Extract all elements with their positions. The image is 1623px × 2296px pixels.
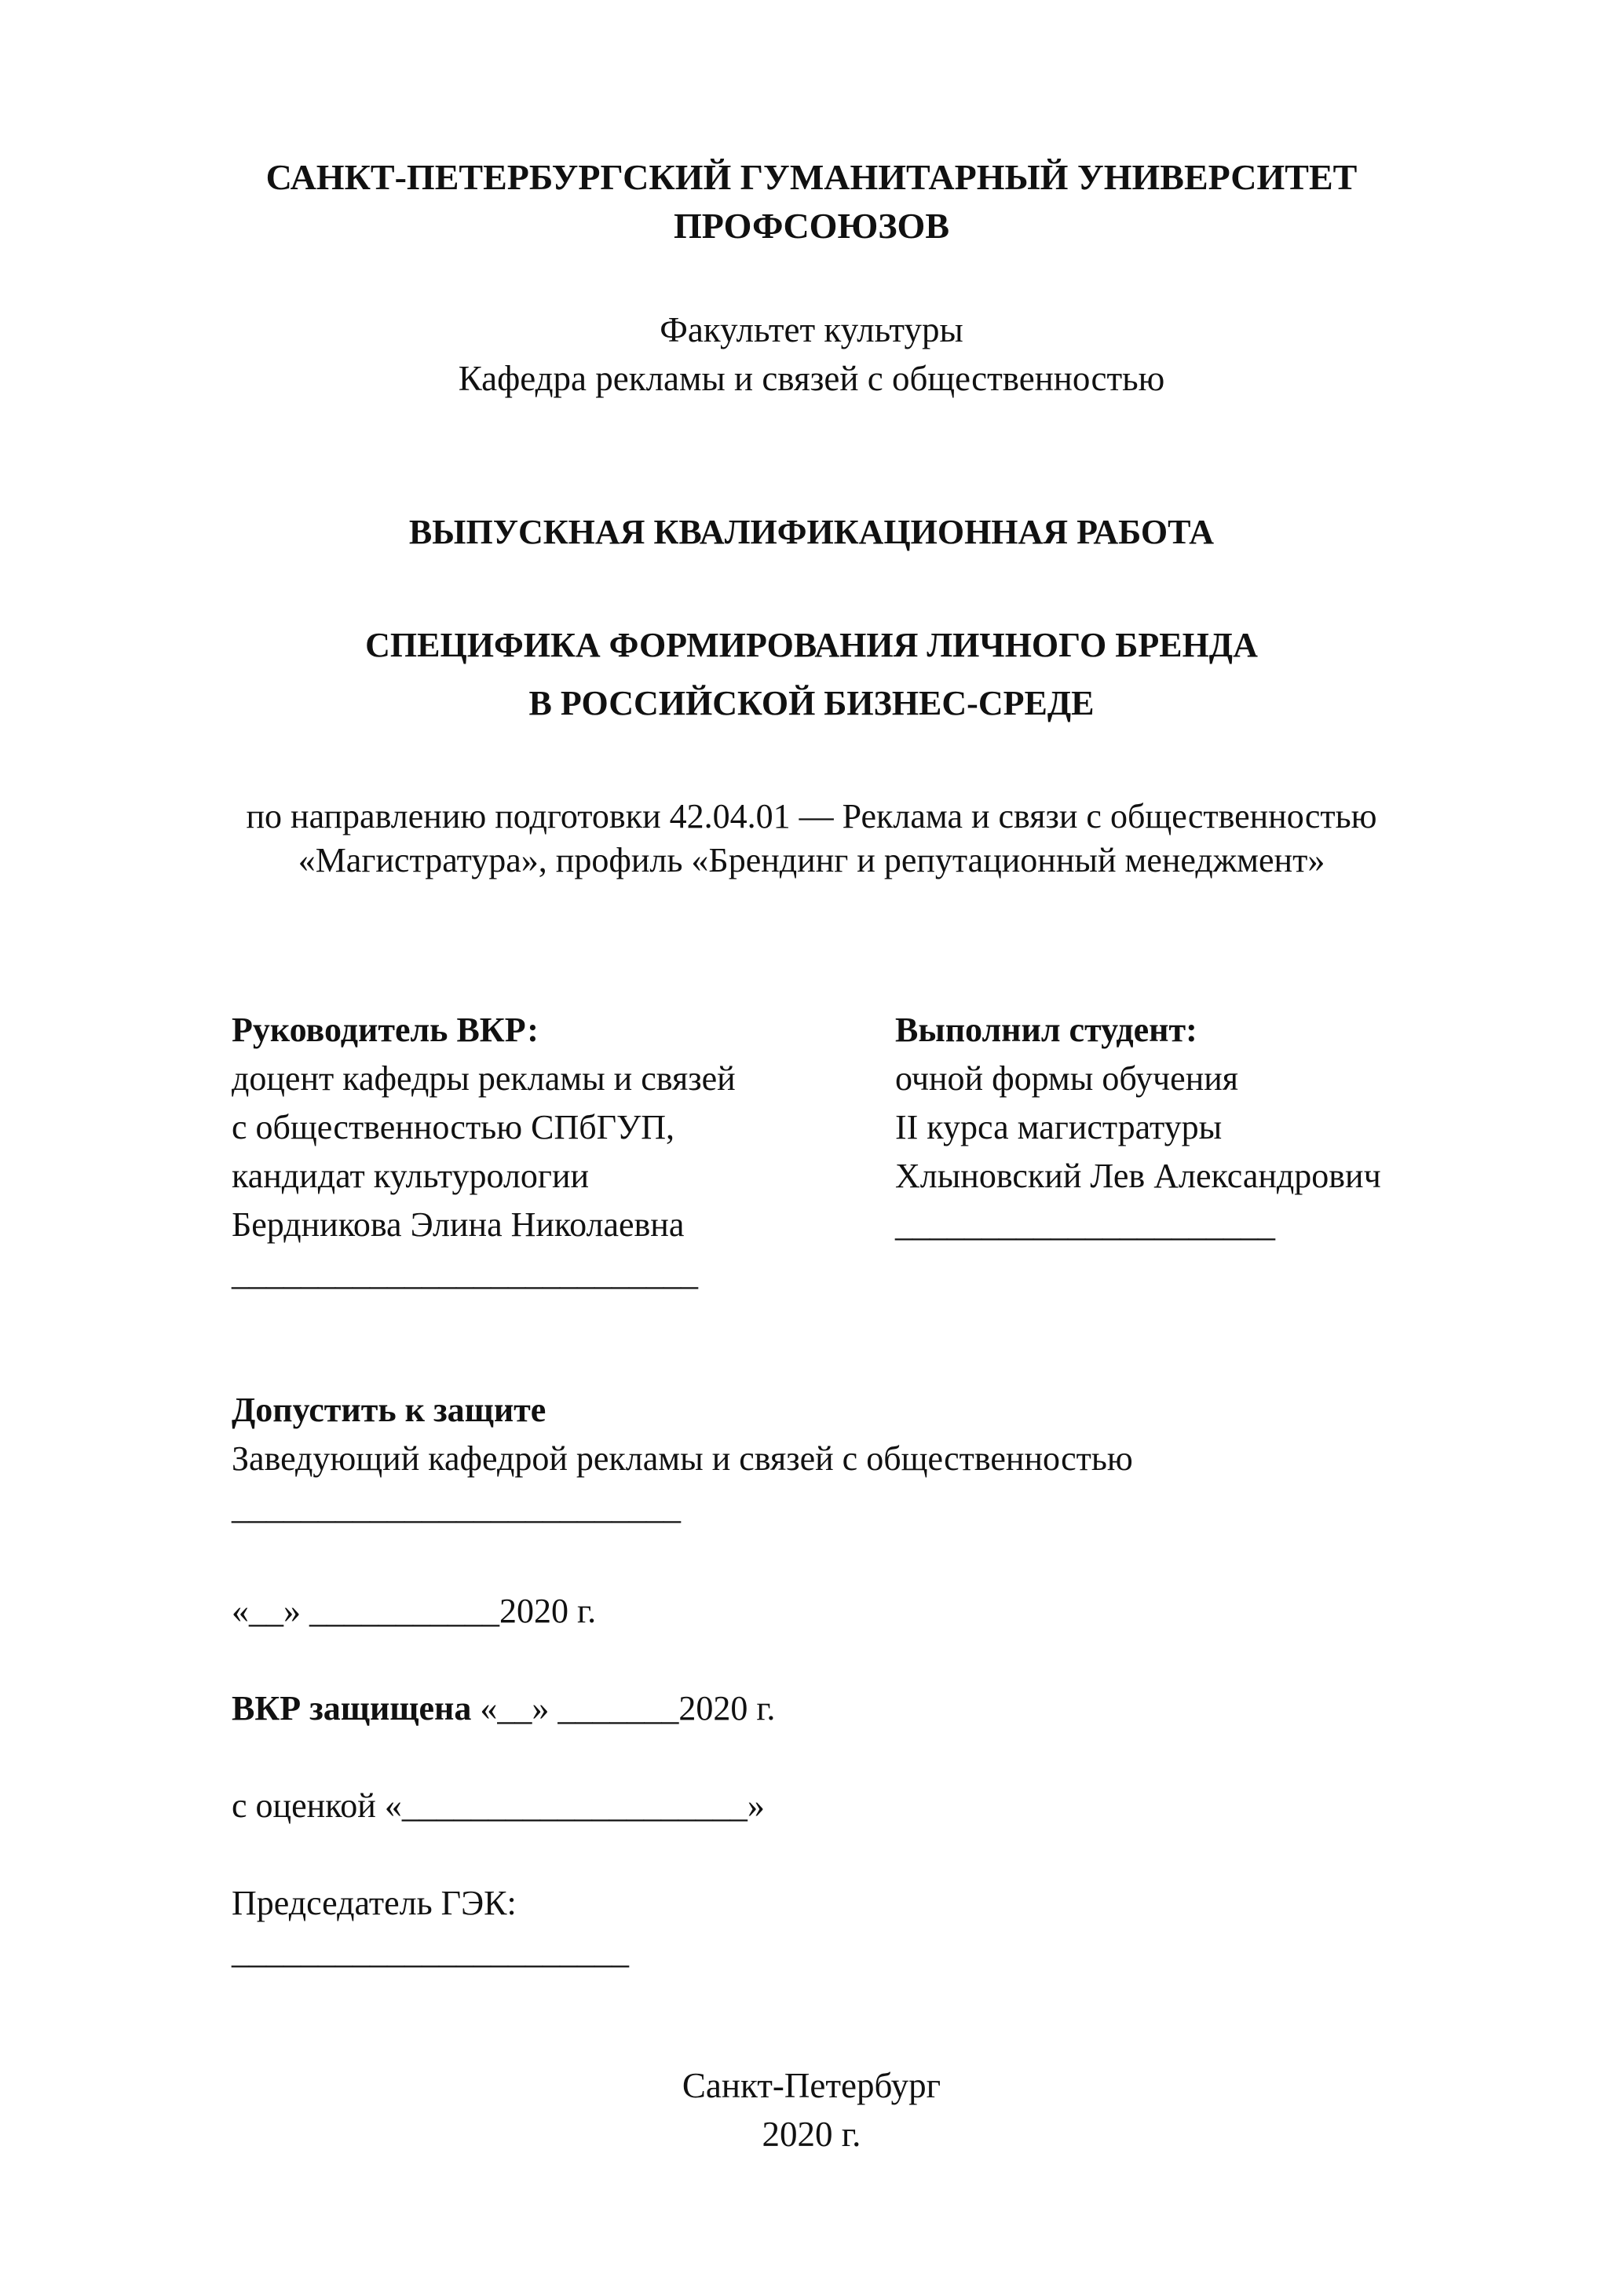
supervisor-signature-line: ___________________________ bbox=[232, 1254, 698, 1292]
admission-date-line: «__» ___________2020 г. bbox=[232, 1592, 597, 1630]
footer-year: 2020 г. bbox=[762, 2115, 861, 2154]
student-name: Хлыновский Лев Александрович bbox=[895, 1157, 1381, 1195]
commission-chairman: Председатель ГЭК: bbox=[232, 1884, 517, 1922]
study-direction-line1: по направлению подготовки 42.04.01 — Реклама и связи с общественностью bbox=[246, 797, 1377, 835]
work-type: ВЫПУСКНАЯ КВАЛИФИКАЦИОННАЯ РАБОТА bbox=[408, 513, 1215, 551]
chairman-signature-line: _______________________ bbox=[232, 1932, 629, 1971]
supervisor-degree: кандидат культурологии bbox=[232, 1157, 590, 1195]
university-name-line1: САНКТ-ПЕТЕРБУРГСКИЙ ГУМАНИТАРНЫЙ УНИВЕРСИТЕТ bbox=[265, 157, 1358, 197]
thesis-title-line2: В РОССИЙСКОЙ БИЗНЕС-СРЕДЕ bbox=[528, 684, 1095, 722]
head-of-department: Заведующий кафедрой рекламы и связей с общественностью bbox=[232, 1439, 1133, 1478]
student-study-form: очной формы обучения bbox=[895, 1059, 1239, 1098]
supervisor-position-line1: доцент кафедры рекламы и связей bbox=[232, 1059, 736, 1098]
study-direction-line2: «Магистратура», профиль «Брендинг и репутационный менеджмент» bbox=[298, 841, 1325, 879]
admission-heading: Допустить к защите bbox=[232, 1391, 546, 1429]
footer-city: Санкт-Петербург bbox=[682, 2066, 941, 2105]
supervisor-name: Бердникова Элина Николаевна bbox=[232, 1205, 685, 1244]
head-signature-line: __________________________ bbox=[232, 1488, 681, 1526]
student-course: II курса магистратуры bbox=[895, 1108, 1223, 1146]
student-signature-line: ______________________ bbox=[895, 1205, 1275, 1244]
grade-line: с оценкой «____________________» bbox=[232, 1786, 765, 1825]
supervisor-heading: Руководитель ВКР: bbox=[232, 1011, 539, 1049]
supervisor-position-line2: с общественностью СПбГУП, bbox=[232, 1108, 674, 1146]
thesis-title-line1: СПЕЦИФИКА ФОРМИРОВАНИЯ ЛИЧНОГО БРЕНДА bbox=[365, 626, 1258, 664]
university-name-line2: ПРОФСОЮЗОВ bbox=[674, 206, 949, 246]
student-heading: Выполнил студент: bbox=[895, 1011, 1197, 1049]
defense-line bbox=[232, 1685, 775, 1732]
defense-date: «__» _______2020 г. bbox=[471, 1689, 776, 1727]
defense-label: ВКР защищена bbox=[232, 1689, 472, 1727]
department-name: Кафедра рекламы и связей с общественностью bbox=[458, 359, 1165, 398]
faculty-name: Факультет культуры bbox=[660, 310, 963, 349]
